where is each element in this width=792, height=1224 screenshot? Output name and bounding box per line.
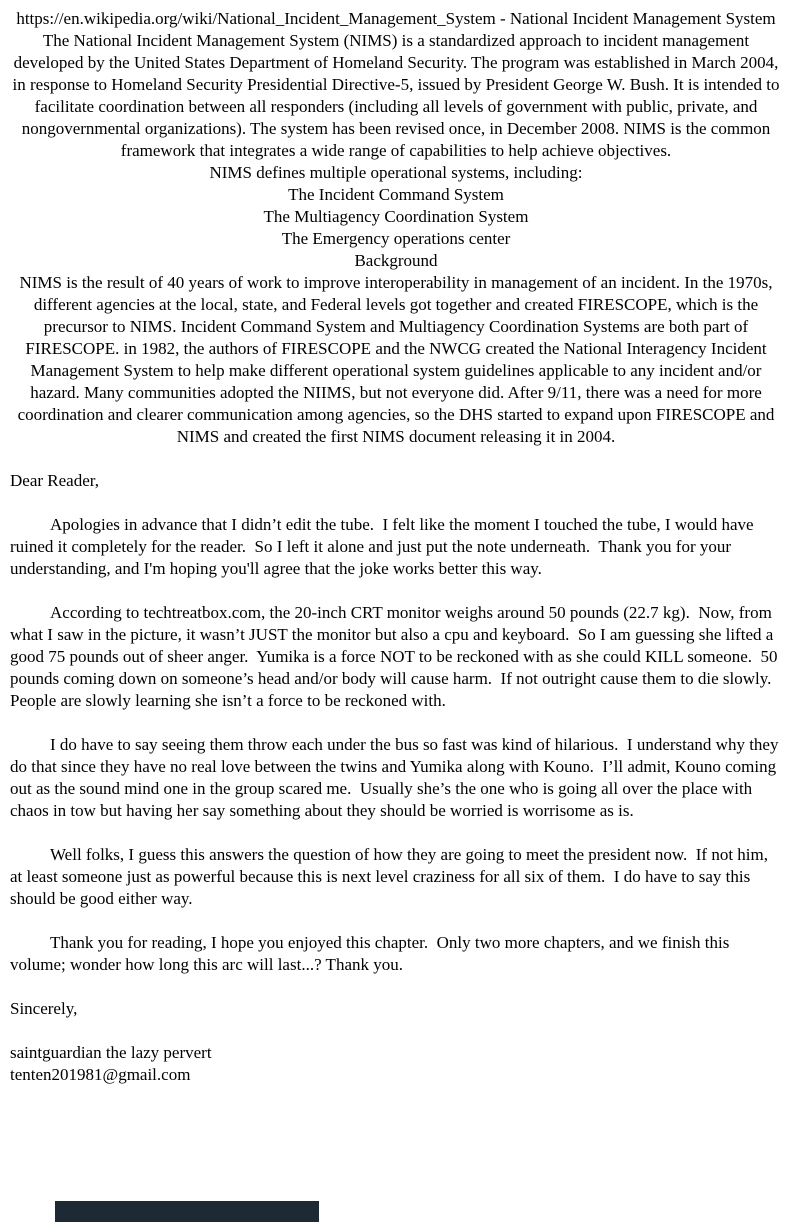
letter-section (10, 470, 782, 1086)
letter-paragraph-1: Apologies in advance that I didn’t edit the tube. I felt like the moment I touched the tube, I would have ruined it completely for the reader. So I left it alone and just put the note underneath. Thank you for your understanding, and I'm hoping you'll agree that the joke works better this way. (10, 515, 758, 578)
wiki-system-item-eoc: The Emergency operations center (281, 229, 511, 248)
wiki-background-heading: Background (354, 251, 438, 270)
signature-block (10, 1042, 782, 1086)
signature-name: saintguardian the lazy pervert (10, 1043, 212, 1062)
letter-closing: Sincerely, (10, 999, 78, 1018)
embedded-image-top-strip (55, 1201, 319, 1222)
wiki-background-paragraph: NIMS is the result of 40 years of work to improve interoperability in management of an incident. In the 1970s, different agencies at the local, state, and Federal levels got together and created FIRESCOPE, which is the precursor to NIMS. Incident Command System and Multiagency Coordination Systems are both part of FIRESCOPE. in 1982, the authors of FIRESCOPE and the NWCG created the National Interagency Incident Management System to help make different operational system guidelines applicable to any incident and/or hazard. Many communities adopted the NIIMS, but not everyone did. After 9/11, there was a need for more coordination and clearer communication among agencies, so the DHS started to expand upon FIRESCOPE and NIMS and created the first NIMS document releasing it in 2004. (17, 273, 779, 446)
letter-paragraph-3: I do have to say seeing them throw each under the bus so fast was kind of hilarious. I understand why they do that since they have no real love between the twins and Yumika along with Kouno. I’ll admit, Kouno coming out as the sound mind one in the group scared me. Usually she’s the one who is going all over the place with chaos in tow but having her say something about they should be worried is worrisome as is. (10, 735, 783, 820)
wiki-summary-paragraph: The National Incident Management System (NIMS) is a standardized approach to incident management developed by the United States Department of Homeland Security. The program was established in March 2004, in response to Homeland Security Presidential Directive-5, issued by President George W. Bush. It is intended to facilitate coordination between all responders (including all levels of government with public, private, and nongovernmental organizations). The system has been revised once, in December 2008. NIMS is the common framework that integrates a wide range of capabilities to help achieve objectives. (12, 31, 784, 160)
letter-paragraph-5: Thank you for reading, I hope you enjoyed this chapter. Only two more chapters, and we finish this volume; wonder how long this arc will last...? Thank you. (10, 933, 734, 974)
wiki-systems-intro: NIMS defines multiple operational systems, including: (209, 163, 583, 182)
letter-salutation: Dear Reader, (10, 471, 99, 490)
wiki-system-item-ics: The Incident Command System (288, 185, 504, 204)
letter-paragraph-4: Well folks, I guess this answers the question of how they are going to meet the president now. If not him, at least someone just as powerful because this is next level craziness for all six of them. I do have to say this should be good either way. (10, 845, 773, 908)
letter-paragraph-2: According to techtreatbox.com, the 20-inch CRT monitor weighs around 50 pounds (22.7 kg). Now, from what I saw in the picture, it wasn’t JUST the monitor but also a cpu and keyboard. So I am guessing she lifted a good 75 pounds out of sheer anger. Yumika is a force NOT to be reckoned with as she could KILL someone. 50 pounds coming down on someone’s head and/or body will cause harm. If not outright cause them to die slowly. People are slowly learning she isn’t a force to be reckoned with. (10, 603, 782, 710)
wiki-system-item-macs: The Multiagency Coordination System (263, 207, 529, 226)
wiki-section (10, 8, 782, 448)
signature-email: tenten201981@gmail.com (10, 1065, 191, 1084)
wiki-citation-header: https://en.wikipedia.org/wiki/National_Incident_Management_System - National Incident Management System (16, 9, 776, 28)
